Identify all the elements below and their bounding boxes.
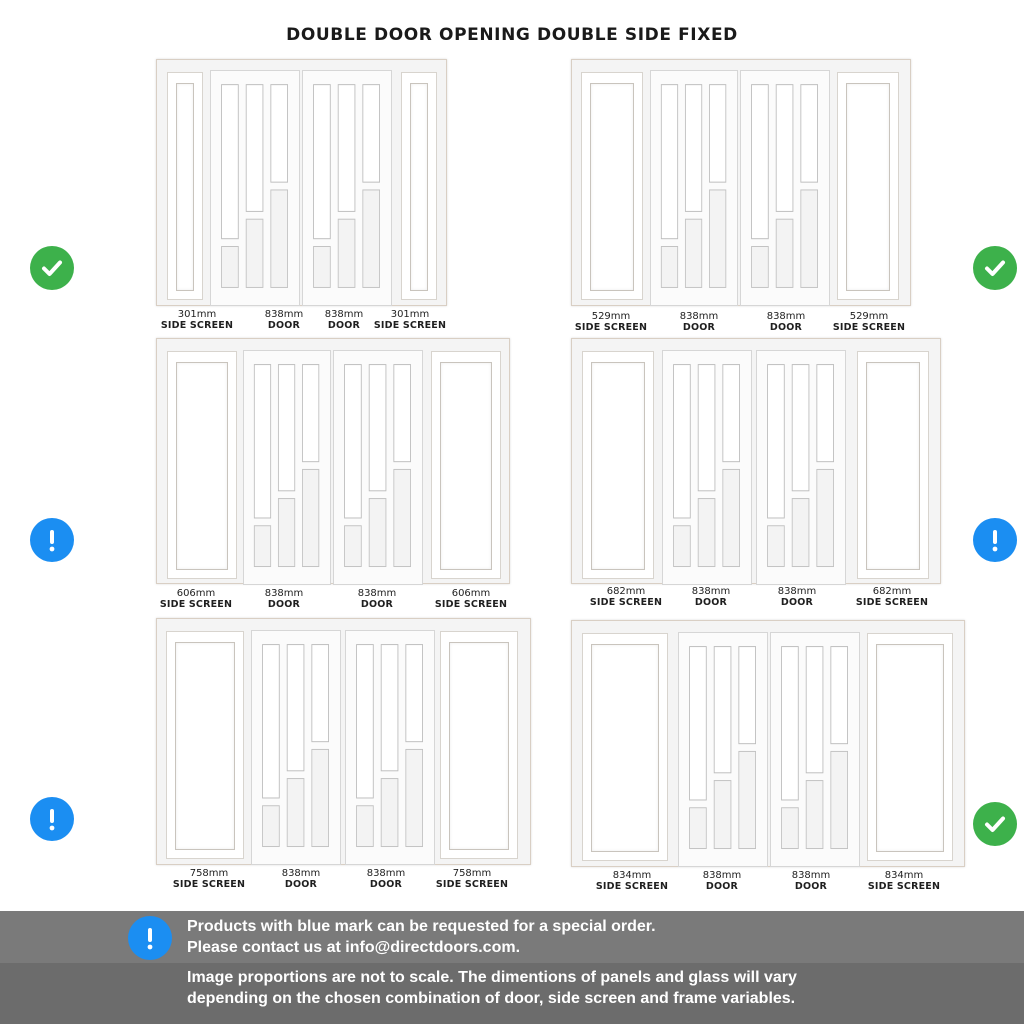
side-screen-glass — [176, 362, 228, 570]
side-screen-glass — [591, 362, 645, 570]
dimension-label — [752, 586, 842, 608]
left-side-screen — [167, 72, 203, 300]
dimension-value: 838mm — [357, 588, 397, 599]
left-side-screen — [582, 351, 654, 579]
panel-type: DOOR — [360, 599, 394, 610]
panel-type: SIDE SCREEN — [855, 597, 929, 608]
side-screen-glass — [449, 642, 509, 850]
dimension-label — [151, 588, 241, 610]
left-door — [210, 70, 300, 306]
exclamation-circle-icon — [128, 916, 172, 960]
panel-type: SIDE SCREEN — [589, 597, 663, 608]
dimension-value: 682mm — [872, 586, 912, 597]
right-door — [740, 70, 830, 306]
panel-type: SIDE SCREEN — [159, 599, 233, 610]
panel-type: DOOR — [705, 881, 739, 892]
panel-type: DOOR — [794, 881, 828, 892]
page-title: DOUBLE DOOR OPENING DOUBLE SIDE FIXED — [286, 25, 738, 45]
dimension-label — [427, 868, 517, 890]
dimension-value: 758mm — [452, 868, 492, 879]
left-door — [243, 350, 331, 585]
side-screen-glass — [846, 83, 890, 291]
panel-type: SIDE SCREEN — [574, 322, 648, 333]
panel-type: SIDE SCREEN — [435, 879, 509, 890]
side-screen-glass — [176, 83, 194, 291]
side-screen-glass — [410, 83, 428, 291]
check-circle-icon — [973, 802, 1017, 846]
dimension-value: 682mm — [606, 586, 646, 597]
dimension-label — [677, 870, 767, 892]
right-side-screen — [837, 72, 899, 300]
panel-type: DOOR — [694, 597, 728, 608]
left-side-screen — [166, 631, 244, 859]
dimension-value: 838mm — [702, 870, 742, 881]
dimension-label — [365, 309, 455, 331]
panel-type: SIDE SCREEN — [832, 322, 906, 333]
panel-type: SIDE SCREEN — [172, 879, 246, 890]
left-door — [251, 630, 341, 865]
dimension-label — [859, 870, 949, 892]
panel-type: SIDE SCREEN — [160, 320, 234, 331]
dimension-label — [654, 311, 744, 333]
panel-type: DOOR — [267, 320, 301, 331]
left-side-screen — [167, 351, 237, 579]
panel-type: DOOR — [682, 322, 716, 333]
left-side-screen — [582, 633, 668, 861]
side-screen-glass — [876, 644, 944, 852]
left-door — [662, 350, 752, 585]
footer-line-1: Products with blue mark can be requested for a special order. — [187, 918, 656, 935]
panel-type: SIDE SCREEN — [434, 599, 508, 610]
dimension-value: 301mm — [177, 309, 217, 320]
panel-type: SIDE SCREEN — [867, 881, 941, 892]
dimension-label — [566, 311, 656, 333]
dimension-label — [766, 870, 856, 892]
dimension-label — [847, 586, 937, 608]
footer-line-3: Image proportions are not to scale. The dimentions of panels and glass will vary — [187, 969, 797, 986]
dimension-value: 301mm — [390, 309, 430, 320]
side-screen-glass — [591, 644, 659, 852]
dimension-label — [256, 868, 346, 890]
right-side-screen — [401, 72, 437, 300]
dimension-label — [164, 868, 254, 890]
dimension-value: 838mm — [766, 311, 806, 322]
side-screen-glass — [440, 362, 492, 570]
left-door — [678, 632, 768, 867]
dimension-label — [824, 311, 914, 333]
dimension-value: 838mm — [264, 309, 304, 320]
right-door — [345, 630, 435, 865]
dimension-value: 606mm — [451, 588, 491, 599]
exclamation-circle-icon — [30, 518, 74, 562]
dimension-value: 838mm — [791, 870, 831, 881]
dimension-value: 838mm — [366, 868, 406, 879]
right-side-screen — [431, 351, 501, 579]
left-door — [650, 70, 738, 306]
dimension-value: 838mm — [281, 868, 321, 879]
dimension-label — [152, 309, 242, 331]
dimension-value: 606mm — [176, 588, 216, 599]
side-screen-glass — [175, 642, 235, 850]
dimension-label — [239, 588, 329, 610]
right-door — [756, 350, 846, 585]
dimension-value: 838mm — [264, 588, 304, 599]
panel-type: SIDE SCREEN — [373, 320, 447, 331]
panel-type: DOOR — [369, 879, 403, 890]
side-screen-glass — [866, 362, 920, 570]
dimension-value: 834mm — [884, 870, 924, 881]
panel-type: DOOR — [769, 322, 803, 333]
right-side-screen — [857, 351, 929, 579]
right-side-screen — [867, 633, 953, 861]
dimension-value: 838mm — [324, 309, 364, 320]
dimension-label — [332, 588, 422, 610]
dimension-value: 838mm — [691, 586, 731, 597]
panel-type: DOOR — [327, 320, 361, 331]
dimension-value: 758mm — [189, 868, 229, 879]
footer-line-4: depending on the chosen combination of door, side screen and frame variables. — [187, 990, 796, 1007]
panel-type: DOOR — [284, 879, 318, 890]
panel-type: DOOR — [780, 597, 814, 608]
footer-line-2: Please contact us at info@directdoors.com. — [187, 939, 521, 956]
panel-type: SIDE SCREEN — [595, 881, 669, 892]
exclamation-circle-icon — [30, 797, 74, 841]
right-door — [770, 632, 860, 867]
dimension-label — [341, 868, 431, 890]
check-circle-icon — [973, 246, 1017, 290]
dimension-value: 838mm — [679, 311, 719, 322]
dimension-value: 834mm — [612, 870, 652, 881]
right-door — [302, 70, 392, 306]
dimension-value: 838mm — [777, 586, 817, 597]
left-side-screen — [581, 72, 643, 300]
side-screen-glass — [590, 83, 634, 291]
exclamation-circle-icon — [973, 518, 1017, 562]
dimension-value: 529mm — [849, 311, 889, 322]
right-door — [333, 350, 423, 585]
dimension-value: 529mm — [591, 311, 631, 322]
panel-type: DOOR — [267, 599, 301, 610]
dimension-label — [426, 588, 516, 610]
dimension-label — [666, 586, 756, 608]
right-side-screen — [440, 631, 518, 859]
check-circle-icon — [30, 246, 74, 290]
dimension-label — [587, 870, 677, 892]
dimension-label — [581, 586, 671, 608]
dimension-label — [741, 311, 831, 333]
